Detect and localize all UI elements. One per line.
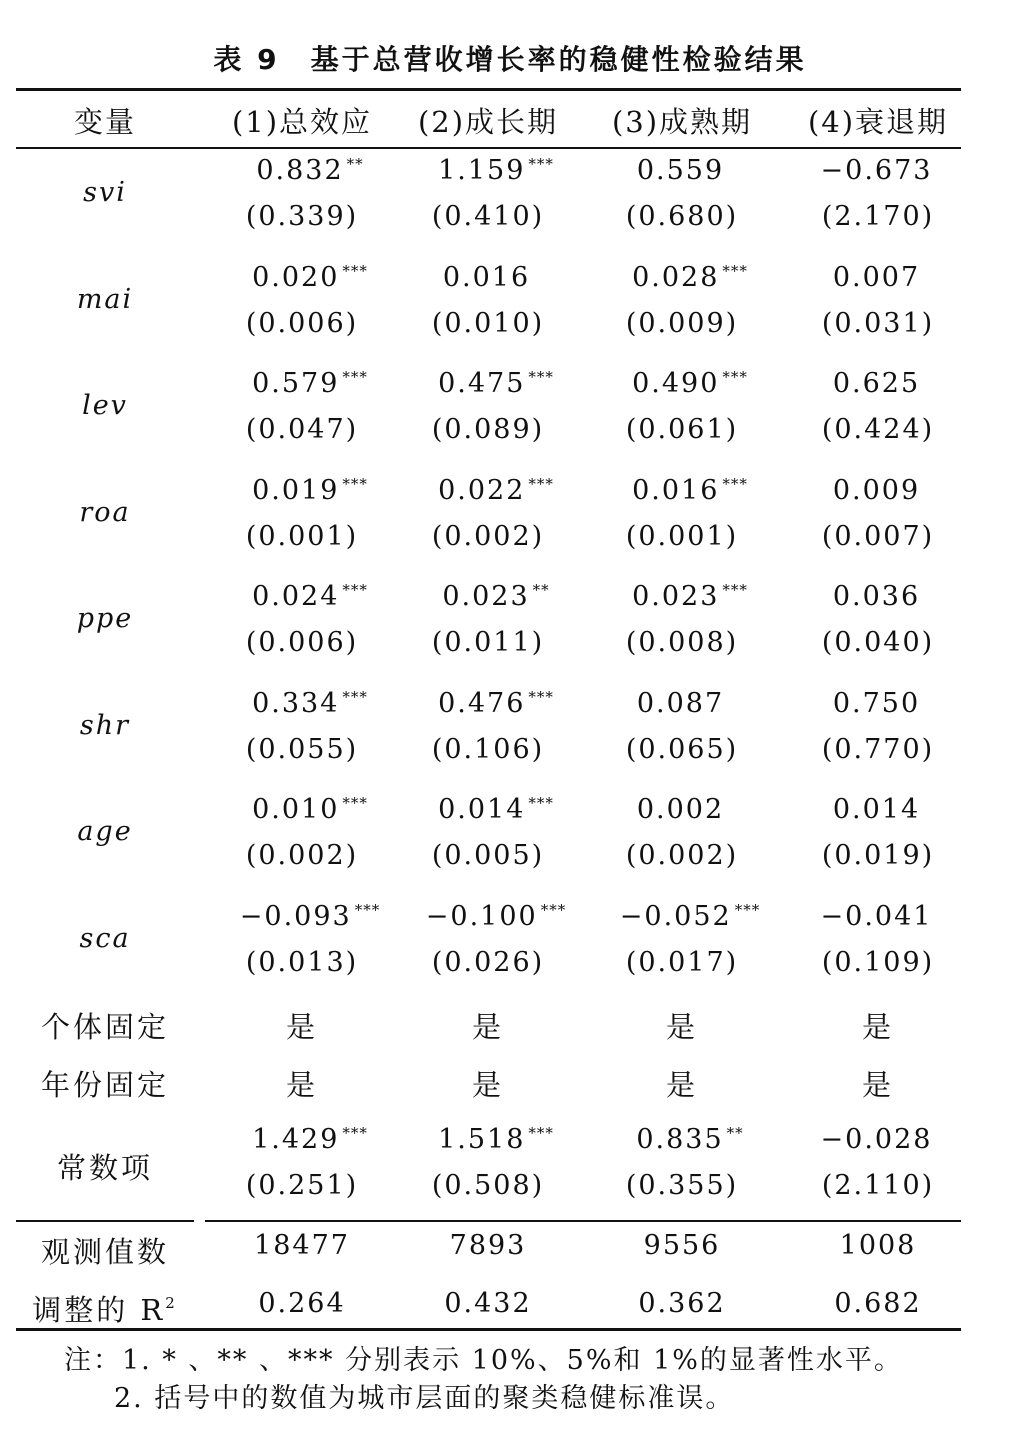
observations-value: 1008 xyxy=(839,1230,917,1261)
constant-coef-cell xyxy=(821,1124,936,1155)
se-cell: (0.013) xyxy=(245,946,359,978)
variable-name-age: age xyxy=(77,816,133,847)
significance-stars: *** xyxy=(342,261,368,280)
adj-r2-value: 0.682 xyxy=(834,1288,922,1319)
se-cell: (0.019) xyxy=(821,840,935,871)
se-cell: (0.109) xyxy=(821,946,935,978)
adj-r2-label xyxy=(32,1288,178,1329)
se-cell: (0.424) xyxy=(821,414,935,445)
constant-se-cell: (0.508) xyxy=(431,1170,545,1201)
coef-value: −0.673 xyxy=(820,155,933,186)
fixed-effect-value: 是 xyxy=(471,1010,505,1044)
se-cell: (2.170) xyxy=(821,201,935,232)
fixed-effect-label: 个体固定 xyxy=(40,1010,170,1044)
coef-cell xyxy=(637,155,727,186)
se-cell: (0.005) xyxy=(431,840,545,871)
significance-stars: *** xyxy=(528,474,554,493)
coef-value: 0.036 xyxy=(832,581,921,612)
se-cell: (0.065) xyxy=(625,733,739,765)
top-rule xyxy=(16,88,961,91)
se-cell: (0.680) xyxy=(625,201,739,232)
se-cell: (0.089) xyxy=(431,414,545,445)
coef-value: 0.750 xyxy=(832,687,921,719)
coef-value: −0.093 xyxy=(239,900,352,932)
constant-coef-cell xyxy=(636,1124,743,1155)
coef-value: 0.023 xyxy=(632,581,720,612)
fixed-effect-value: 是 xyxy=(285,1068,319,1102)
significance-stars: *** xyxy=(528,1124,554,1142)
significance-stars: *** xyxy=(528,155,554,173)
se-cell: (0.047) xyxy=(245,414,359,445)
coef-cell xyxy=(438,688,554,719)
coef-cell xyxy=(833,794,923,825)
adj-r2-value: 0.264 xyxy=(258,1288,346,1319)
constant-se-cell: (2.110) xyxy=(821,1170,935,1201)
coef-value: −0.100 xyxy=(425,900,538,932)
significance-stars: *** xyxy=(540,900,567,919)
coef-value: 0.832 xyxy=(256,155,344,186)
adj-r2-label-text: 调整的 R xyxy=(32,1293,166,1327)
coef-value: 0.007 xyxy=(832,261,921,293)
coef-cell xyxy=(252,794,368,825)
observations-value: 7893 xyxy=(449,1230,527,1261)
significance-stars: *** xyxy=(722,368,748,386)
coef-value: 0.009 xyxy=(832,474,921,506)
coef-value: −0.052 xyxy=(619,900,732,932)
coef-value: 0.014 xyxy=(832,794,921,825)
variable-name-lev: lev xyxy=(82,390,128,421)
header-model-4: (4)衰退期 xyxy=(807,105,949,139)
header-rule xyxy=(16,147,961,149)
coef-cell xyxy=(637,688,727,719)
coef-cell xyxy=(252,368,368,399)
coef-cell xyxy=(438,475,554,506)
coef-value: 0.475 xyxy=(438,368,526,399)
coef-cell xyxy=(632,581,748,612)
coef-value: 1.518 xyxy=(438,1124,526,1155)
observations-value: 9556 xyxy=(643,1230,721,1261)
constant-label: 常数项 xyxy=(56,1151,154,1185)
significance-stars: *** xyxy=(342,1124,368,1142)
mid-rule-left xyxy=(16,1220,194,1222)
fixed-effect-label: 年份固定 xyxy=(40,1068,170,1102)
variable-name-shr: shr xyxy=(79,709,131,741)
table-caption: 表 9 基于总营收增长率的稳健性检验结果 xyxy=(213,43,807,76)
coef-value: 0.016 xyxy=(632,474,720,506)
coef-value: 0.490 xyxy=(632,368,720,399)
coef-value: 0.024 xyxy=(252,581,340,612)
coef-value: 0.020 xyxy=(252,261,340,293)
coef-value: 1.159 xyxy=(438,155,526,186)
se-cell: (0.011) xyxy=(431,627,545,658)
variable-name-mai: mai xyxy=(76,283,134,315)
constant-coef-cell xyxy=(252,1124,368,1155)
mid-rule-right xyxy=(205,1220,961,1222)
fixed-effect-value: 是 xyxy=(285,1010,319,1044)
se-cell: (0.055) xyxy=(245,733,359,765)
se-cell: (0.006) xyxy=(245,307,359,339)
coef-cell xyxy=(821,901,936,932)
fixed-effect-value: 是 xyxy=(471,1068,505,1102)
coef-cell xyxy=(252,688,368,719)
header-model-2: (2)成长期 xyxy=(417,105,559,139)
fixed-effect-value: 是 xyxy=(861,1010,895,1044)
se-cell: (0.031) xyxy=(821,307,935,339)
coef-cell xyxy=(438,794,554,825)
significance-stars: *** xyxy=(722,261,748,280)
significance-stars: ** xyxy=(532,581,550,599)
se-cell: (0.770) xyxy=(821,733,935,765)
coef-cell xyxy=(821,155,936,186)
constant-coef-cell xyxy=(438,1124,554,1155)
adj-r2-value: 0.432 xyxy=(444,1288,532,1319)
observations-value: 18477 xyxy=(254,1230,350,1261)
coef-cell xyxy=(438,155,554,186)
variable-name-svi: svi xyxy=(83,177,127,208)
se-cell: (0.061) xyxy=(625,414,739,445)
coef-cell xyxy=(240,901,380,932)
note-2: 2. 括号中的数值为城市层面的聚类稳健标准误。 xyxy=(114,1383,735,1414)
header-model-1: (1)总效应 xyxy=(231,105,373,139)
variable-name-sca: sca xyxy=(79,922,131,954)
coef-cell xyxy=(632,475,748,506)
significance-stars: *** xyxy=(722,474,748,493)
coef-value: 0.028 xyxy=(632,261,720,293)
se-cell: (0.008) xyxy=(625,627,739,658)
se-cell: (0.040) xyxy=(821,627,935,658)
constant-se-cell: (0.355) xyxy=(625,1170,739,1201)
coef-cell xyxy=(252,262,368,293)
coef-cell xyxy=(833,688,923,719)
coef-cell xyxy=(833,581,923,612)
coef-value: 1.429 xyxy=(252,1124,340,1155)
significance-stars: *** xyxy=(342,794,368,812)
coef-cell xyxy=(632,262,748,293)
se-cell: (0.002) xyxy=(245,840,359,871)
coef-value: 0.010 xyxy=(252,794,340,825)
significance-stars: *** xyxy=(528,794,554,812)
se-cell: (0.007) xyxy=(821,520,935,552)
coef-value: 0.579 xyxy=(252,368,340,399)
note-1: 注：1. * 、** 、*** 分别表示 10%、5%和 1%的显著性水平。 xyxy=(64,1345,903,1376)
adj-r2-superscript: 2 xyxy=(165,1294,178,1312)
coef-cell xyxy=(438,368,554,399)
coef-cell xyxy=(637,794,727,825)
observations-label: 观测值数 xyxy=(40,1235,170,1269)
se-cell: (0.106) xyxy=(431,733,545,765)
significance-stars: *** xyxy=(734,900,761,919)
coef-value: 0.334 xyxy=(252,687,340,719)
coef-cell xyxy=(252,581,368,612)
significance-stars: *** xyxy=(354,900,381,919)
se-cell: (0.006) xyxy=(245,627,359,658)
se-cell: (0.001) xyxy=(245,520,359,552)
coef-cell xyxy=(632,368,748,399)
significance-stars: *** xyxy=(342,474,368,493)
coef-value: 0.835 xyxy=(636,1124,724,1155)
significance-stars: *** xyxy=(342,687,368,706)
significance-stars: *** xyxy=(528,368,554,386)
variable-name-ppe: ppe xyxy=(76,603,134,634)
coef-value: 0.559 xyxy=(636,155,725,186)
significance-stars: *** xyxy=(342,368,368,386)
coef-cell xyxy=(833,262,923,293)
fixed-effect-value: 是 xyxy=(665,1068,699,1102)
header-model-3: (3)成熟期 xyxy=(611,105,753,139)
se-cell: (0.002) xyxy=(625,840,739,871)
coef-cell xyxy=(620,901,760,932)
coef-value: 0.019 xyxy=(252,474,340,506)
coef-value: 0.087 xyxy=(636,687,725,719)
se-cell: (0.002) xyxy=(431,520,545,552)
coef-value: 0.016 xyxy=(442,261,531,293)
coef-value: 0.014 xyxy=(438,794,526,825)
fixed-effect-value: 是 xyxy=(861,1068,895,1102)
coef-value: 0.625 xyxy=(832,368,921,399)
coef-cell xyxy=(256,155,363,186)
coef-value: 0.023 xyxy=(442,581,530,612)
significance-stars: ** xyxy=(346,155,364,173)
coef-value: 0.022 xyxy=(438,474,526,506)
se-cell: (0.001) xyxy=(625,520,739,552)
se-cell: (0.339) xyxy=(245,201,359,232)
coef-cell xyxy=(426,901,566,932)
variable-name-roa: roa xyxy=(79,496,131,528)
se-cell: (0.017) xyxy=(625,946,739,978)
header-variable: 变量 xyxy=(73,105,137,139)
coef-cell xyxy=(833,475,923,506)
se-cell: (0.026) xyxy=(431,946,545,978)
coef-value: −0.028 xyxy=(820,1124,933,1155)
significance-stars: *** xyxy=(342,581,368,599)
coef-value: 0.476 xyxy=(438,687,526,719)
coef-cell xyxy=(252,475,368,506)
coef-cell xyxy=(833,368,923,399)
constant-se-cell: (0.251) xyxy=(245,1170,359,1201)
coef-value: −0.041 xyxy=(820,900,933,932)
coef-cell xyxy=(442,581,549,612)
se-cell: (0.010) xyxy=(431,307,545,339)
significance-stars: *** xyxy=(528,687,554,706)
se-cell: (0.410) xyxy=(431,201,545,232)
coef-cell xyxy=(443,262,533,293)
adj-r2-value: 0.362 xyxy=(638,1288,726,1319)
se-cell: (0.009) xyxy=(625,307,739,339)
coef-value: 0.002 xyxy=(636,794,725,825)
significance-stars: ** xyxy=(726,1124,744,1142)
fixed-effect-value: 是 xyxy=(665,1010,699,1044)
significance-stars: *** xyxy=(722,581,748,599)
